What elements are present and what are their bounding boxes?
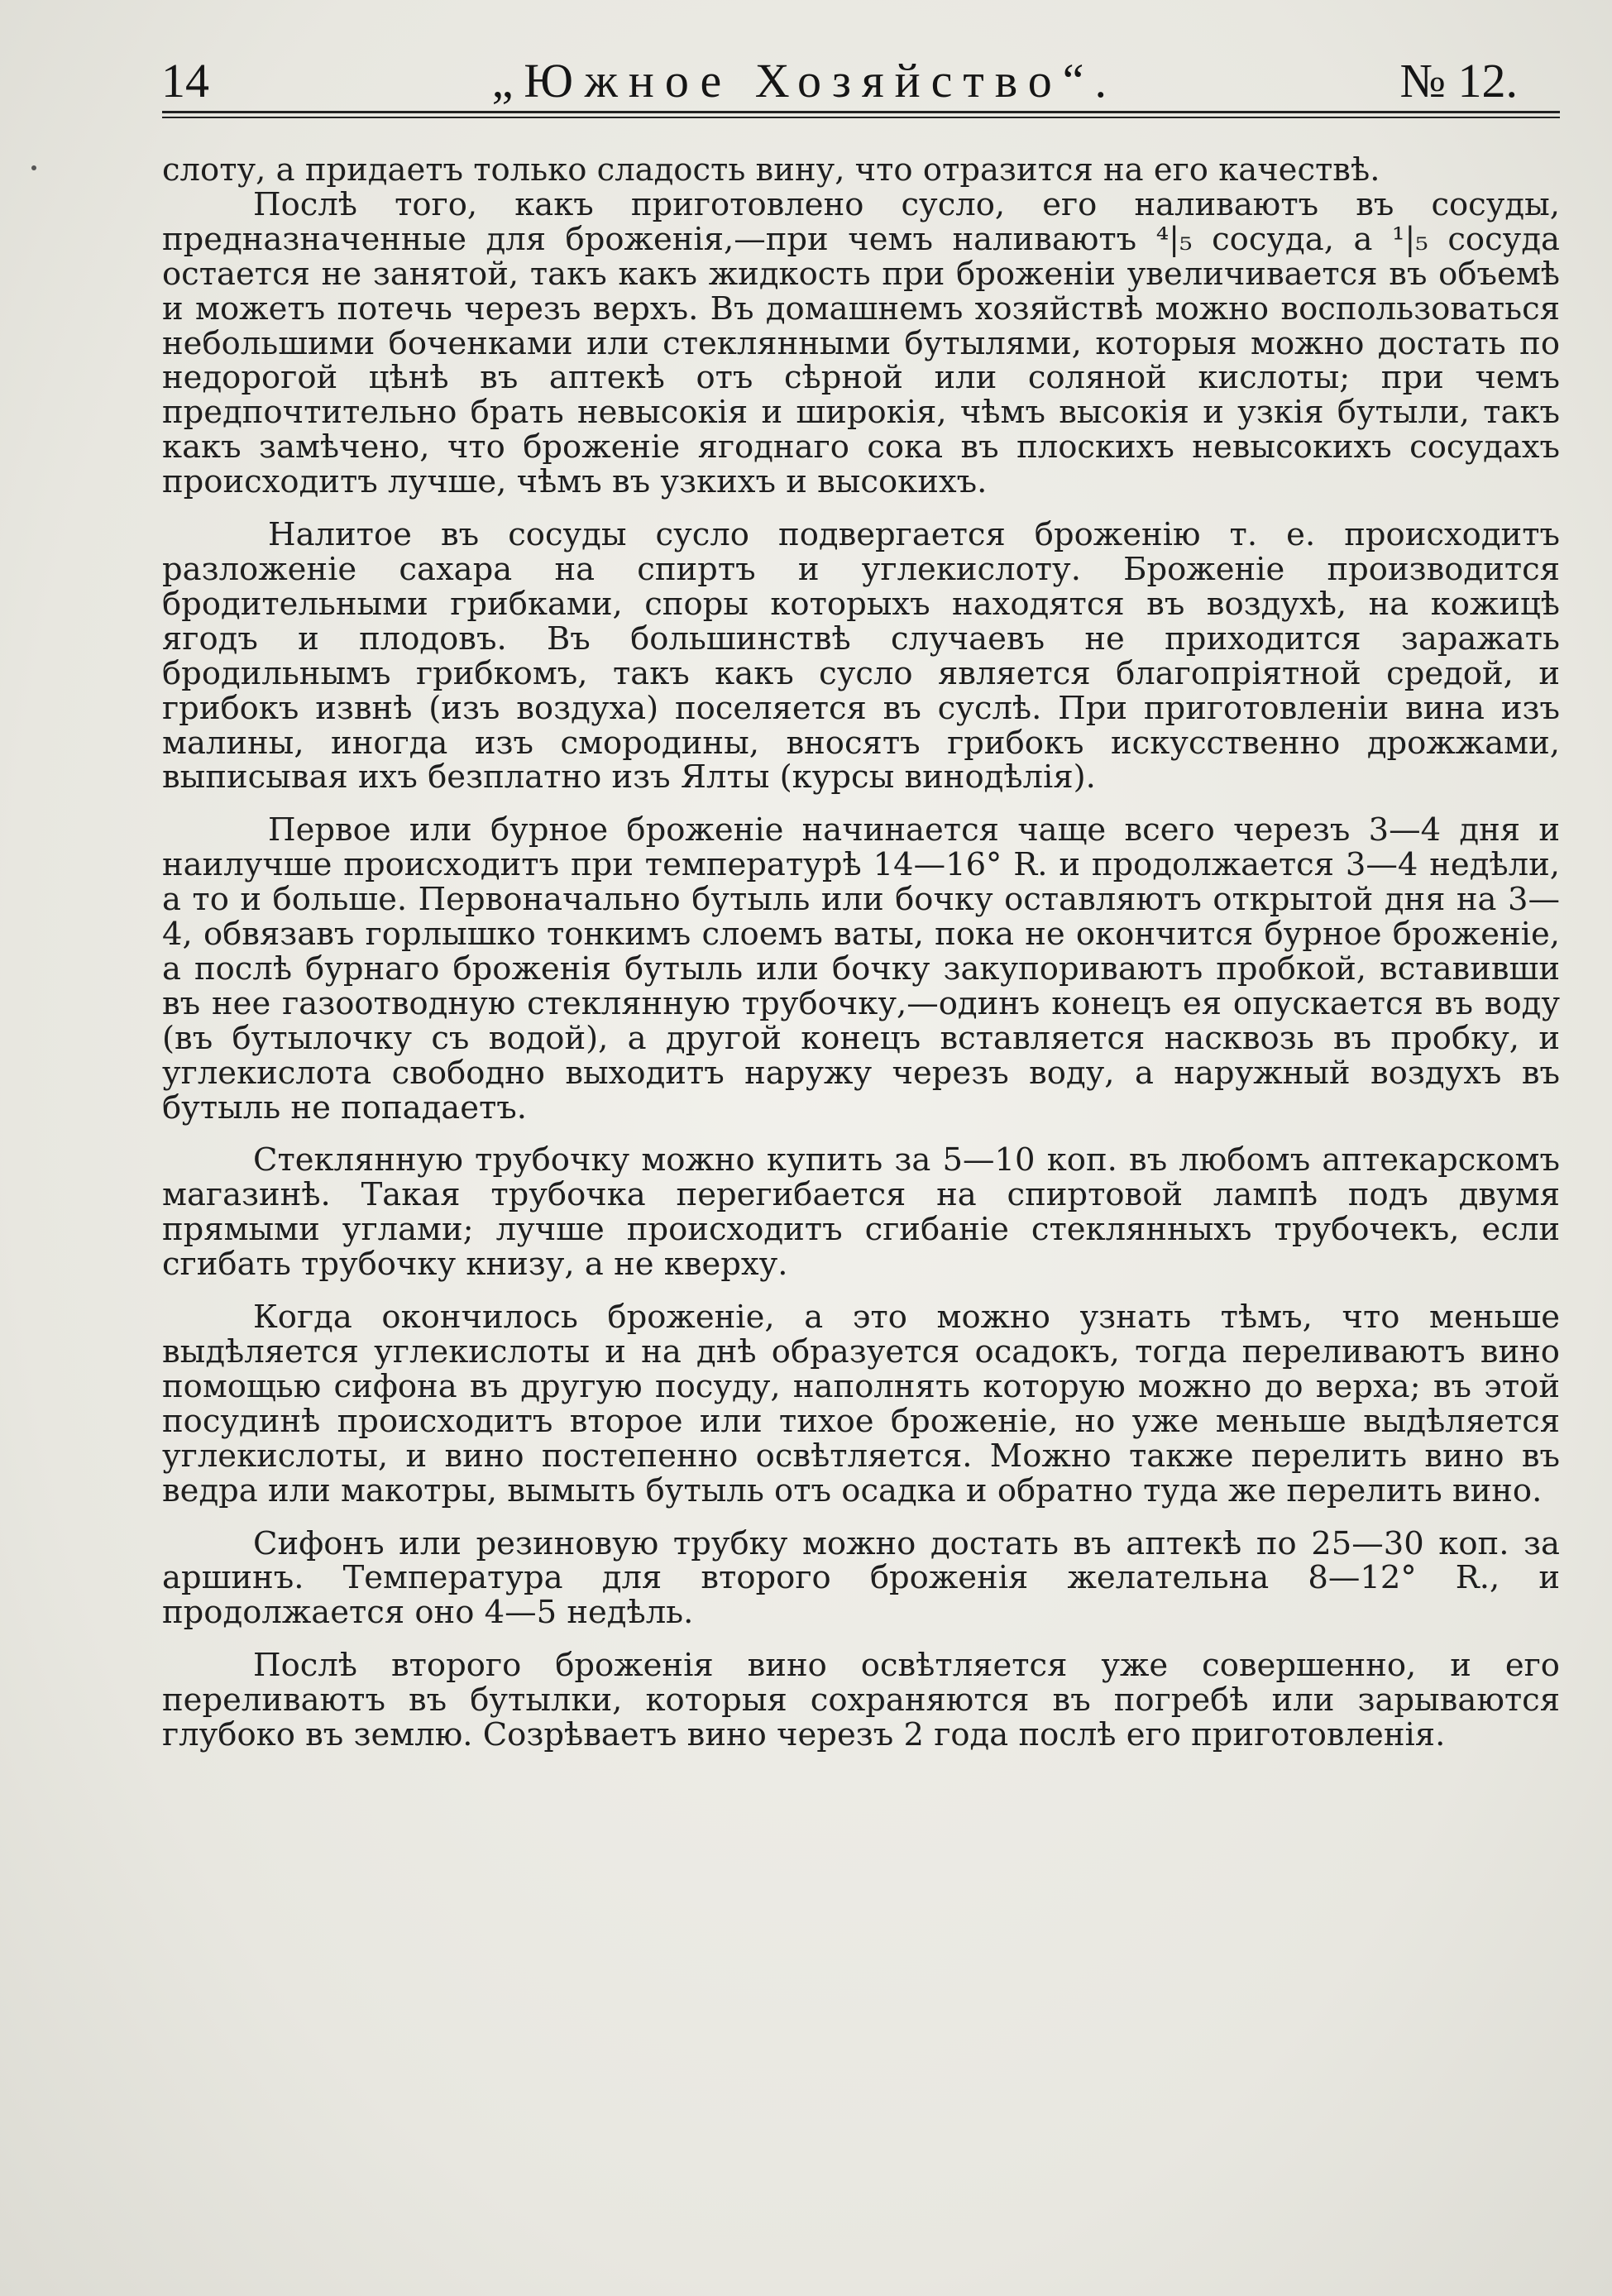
margin-speck (31, 165, 36, 170)
page-number: 14 (161, 54, 209, 108)
paragraph: Когда окончилось броженіе, а это можно узнать тѣмъ, что меньше выдѣляется углекислоты и на днѣ образуется осадокъ, тогда переливаютъ вино помощью сифона въ другую посуду, наполнять которую можно до верха; въ этой посудинѣ происходитъ второе или тихое броженіе, но уже меньше выдѣляется углекислоты, и вино постепенно освѣтляется. Можно также перелить вино въ ведра или макотры, вымыть бутыль отъ осадка и обратно туда же перелить вино. (162, 1299, 1560, 1509)
running-header (161, 53, 1518, 111)
paragraph: Послѣ того, какъ приготовлено сусло, его наливаютъ въ сосуды, предназначенные для броженія,—при чемъ наливаютъ ⁴|₅ сосуда, а ¹|₅ сосуда остается не занятой, такъ какъ жидкость при броженіи увеличивается въ объемѣ и можетъ потечь черезъ верхъ. Въ домашнемъ хозяйствѣ можно воспользоваться небольшими боченками или стеклянными бутылями, которыя можно достать по недорогой цѣнѣ въ аптекѣ отъ сѣрной или соляной кислоты; при чемъ предпочтительно брать невысокія и широкія, чѣмъ высокія и узкія бутыли, такъ какъ замѣчено, что броженіе ягоднаго сока въ плоскихъ невысокихъ сосудахъ происходитъ лучше, чѣмъ въ узкихъ и высокихъ. (162, 185, 1560, 501)
header-rule (162, 111, 1560, 118)
article-body (162, 153, 1560, 1753)
paragraph: Сифонъ или резиновую трубку можно достать въ аптекѣ по 25—30 коп. за аршинъ. Температура для второго броженія желательна 8—12° R., и продолжается оно 4—5 недѣль. (162, 1524, 1560, 1632)
paragraph: Стеклянную трубочку можно купить за 5—10 коп. въ любомъ аптекарскомъ магазинѣ. Такая трубочка перегибается на спиртовой лампѣ подъ двумя прямыми углами; лучше происходитъ сгибаніе стеклянныхъ трубочекъ, если сгибать трубочку книзу, а не кверху. (162, 1141, 1560, 1284)
paragraph-continued: слоту, а придаетъ только сладость вину, что отразится на его качествѣ. (162, 151, 1380, 189)
journal-title: „Южное Хозяйство“. (491, 54, 1117, 108)
paragraph: Послѣ второго броженія вино освѣтляется уже совершенно, и его переливаютъ въ бутылки, которыя сохраняются въ погребѣ или зарываются глубоко въ землю. Созрѣваетъ вино черезъ 2 года послѣ его приготовленія. (162, 1647, 1560, 1754)
issue-number: № 12. (1399, 54, 1518, 108)
paragraph: Первое или бурное броженіе начинается чаще всего черезъ 3—4 дня и наилучше происходитъ при температурѣ 14—16° R. и продолжается 3—4 недѣли, а то и больше. Первоначально бутыль или бочку оставляютъ открытой дня на 3—4, обвязавъ горлышко тонкимъ слоемъ ваты, пока не окончится бурное броженіе, а послѣ бурнаго броженія бутыль или бочку закупориваютъ пробкой, вставивши въ нее газоотводную стеклянную трубочку,—одинъ конецъ ея опускается въ воду (въ бутылочку съ водой), а другой конецъ вставляется насквозь въ пробку, и углекислота свободно выходитъ наружу черезъ воду, а наружный воздухъ въ бутыль не попадаетъ. (162, 811, 1560, 1126)
paragraph: Налитое въ сосуды сусло подвергается броженію т. е. происходитъ разложеніе сахара на спиртъ и углекислоту. Броженіе производится бродительными грибками, споры которыхъ находятся въ воздухѣ, на кожицѣ ягодъ и плодовъ. Въ большинствѣ случаевъ не приходится заражать бродильнымъ грибкомъ, такъ какъ сусло является благопріятной средой, и грибокъ извнѣ (изъ воздуха) поселяется въ суслѣ. При приготовленіи вина изъ малины, иногда изъ смородины, вносятъ грибокъ искусственно дрожжами, выписывая ихъ безплатно изъ Ялты (курсы винодѣлія). (162, 516, 1560, 796)
